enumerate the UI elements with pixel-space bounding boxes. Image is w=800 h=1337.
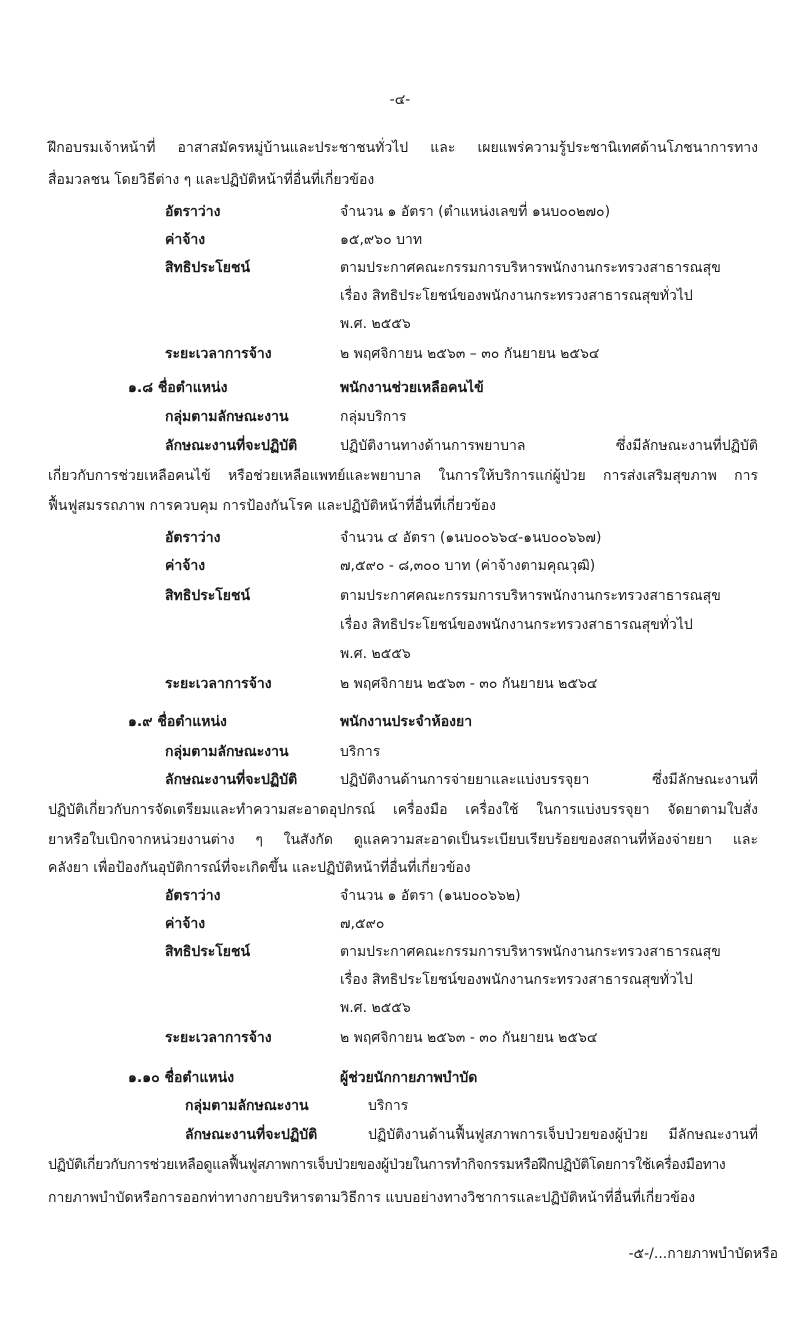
duty-line: ปฏิบัติเกี่ยวกับการช่วยเหลือดูแลฟื้นฟูสภาพการเจ็บป่วยของผู้ป่วยในการทำกิจกรรมหรือฝึกปฏิบัติโดยการใช้เครื่องมือทาง: [48, 1157, 726, 1173]
wage-label: ค่าจ้าง: [165, 558, 206, 574]
paragraph-line: สื่อมวลชน โดยวิธีต่าง ๆ และปฏิบัติหน้าที่อื่นที่เกี่ยวข้อง: [48, 172, 375, 188]
wage-label: ค่าจ้าง: [165, 232, 206, 248]
period-label: ระยะเวลาการจ้าง: [165, 676, 272, 692]
benefits-line: พ.ศ. ๒๕๕๖: [340, 316, 411, 332]
position-title: ผู้ช่วยนักกายภาพบำบัด: [340, 1070, 478, 1086]
period-value: ๒ พฤศจิกายน ๒๕๖๓ - ๓๐ กันยายน ๒๕๖๔: [340, 1030, 598, 1046]
section-heading: [128, 712, 227, 732]
duty-first-line: ปฏิบัติงานทางด้านการพยาบาล ซึ่งมีลักษณะงานที่ปฏิบัติ: [340, 438, 758, 454]
vacancy-value: จำนวน ๑ อัตรา (๑นบ๐๐๖๖๒): [340, 888, 521, 904]
position-label: ชื่อตำแหน่ง: [164, 1070, 235, 1086]
group-label: กลุ่มตามลักษณะงาน: [165, 409, 289, 425]
duty-line: เกี่ยวกับการช่วยเหลือคนไข้ หรือช่วยเหลือแพทย์และพยาบาล ในการให้บริการแก่ผู้ป่วย การส่งเสริมสุขภาพ การ: [48, 468, 758, 484]
benefits-line: เรื่อง สิทธิประโยชน์ของพนักงานกระทรวงสาธารณสุขทั่วไป: [340, 972, 693, 988]
group-value: บริการ: [340, 744, 381, 760]
group-label: กลุ่มตามลักษณะงาน: [185, 1098, 309, 1114]
wage-label: ค่าจ้าง: [165, 916, 206, 932]
section-number: ๑.๘: [128, 380, 154, 396]
section-heading: [128, 378, 227, 398]
benefits-line: ตามประกาศคณะกรรมการบริหารพนักงานกระทรวงสาธารณสุข: [340, 944, 721, 960]
wage-value: ๑๕,๙๖๐ บาท: [340, 232, 423, 248]
benefits-line: พ.ศ. ๒๕๕๖: [340, 1000, 411, 1016]
paragraph-line: ฝึกอบรมเจ้าหน้าที่ อาสาสมัครหมู่บ้านและประชาชนทั่วไป และ เผยแพร่ความรู้ประชานิเทศด้านโภชนาการทาง: [48, 140, 758, 156]
duty-first-line: ปฏิบัติงานด้านฟื้นฟูสภาพการเจ็บป่วยของผู้ป่วย มีลักษณะงานที่: [368, 1127, 758, 1143]
section-number: ๑.๙: [128, 714, 153, 730]
duty-line: ยาหรือใบเบิกจากหน่วยงานต่าง ๆ ในสังกัด ดูแลความสะอาดเป็นระเบียบเรียบร้อยของสถานที่ห้องจ่ายยา และ: [48, 832, 758, 848]
period-label: ระยะเวลาการจ้าง: [165, 346, 272, 362]
wage-value: ๗,๕๙๐ - ๘,๓๐๐ บาท (ค่าจ้างตามคุณวุฒิ): [340, 558, 596, 574]
duty-line: คลังยา เพื่อป้องกันอุบัติการณ์ที่จะเกิดขึ้น และปฏิบัติหน้าที่อื่นที่เกี่ยวข้อง: [48, 860, 471, 876]
duty-line: ฟื้นฟูสมรรถภาพ การควบคุม การป้องกันโรค และปฏิบัติหน้าที่อื่นที่เกี่ยวข้อง: [48, 498, 496, 514]
duty-first-line: ปฏิบัติงานด้านการจ่ายยาและแบ่งบรรจุยา ซึ่งมีลักษณะงานที่: [340, 772, 758, 788]
vacancy-label: อัตราว่าง: [165, 530, 221, 546]
group-value: บริการ: [368, 1098, 409, 1114]
vacancy-value: จำนวน ๔ อัตรา (๑นบ๐๐๖๖๔-๑นบ๐๐๖๖๗): [340, 530, 602, 546]
group-label: กลุ่มตามลักษณะงาน: [165, 744, 289, 760]
position-label: ชื่อตำแหน่ง: [157, 380, 228, 396]
benefits-label: สิทธิประโยชน์: [165, 260, 251, 276]
position-title: พนักงานประจำห้องยา: [340, 714, 473, 730]
duty-line: ปฏิบัติเกี่ยวกับการจัดเตรียมและทำความสะอาดอุปกรณ์ เครื่องมือ เครื่องใช้ ในการแบ่งบรรจุยา จัดยาตามใบสั่ง: [48, 802, 758, 818]
duty-label: ลักษณะงานที่จะปฏิบัติ: [165, 772, 298, 788]
wage-value: ๗,๕๙๐: [340, 916, 385, 932]
vacancy-value: จำนวน ๑ อัตรา (ตำแหน่งเลขที่ ๑นบ๐๐๒๗๐): [340, 204, 611, 220]
period-label: ระยะเวลาการจ้าง: [165, 1030, 272, 1046]
benefits-line: พ.ศ. ๒๕๕๖: [340, 646, 411, 662]
duty-line: กายภาพบำบัดหรือการออกท่าทางกายบริหารตามวิธีการ แบบอย่างทางวิชาการและปฏิบัติหน้าที่อื่นที่เกี่ยวข้อง: [48, 1190, 696, 1206]
duty-label: ลักษณะงานที่จะปฏิบัติ: [165, 438, 298, 454]
period-value: ๒ พฤศจิกายน ๒๕๖๓ – ๓๐ กันยายน ๒๕๖๔: [340, 346, 600, 362]
section-heading: [128, 1068, 234, 1088]
benefits-label: สิทธิประโยชน์: [165, 588, 251, 604]
benefits-line: เรื่อง สิทธิประโยชน์ของพนักงานกระทรวงสาธารณสุขทั่วไป: [340, 288, 693, 304]
position-label: ชื่อตำแหน่ง: [157, 714, 227, 730]
group-value: กลุ่มบริการ: [340, 409, 407, 425]
vacancy-label: อัตราว่าง: [165, 204, 221, 220]
benefits-label: สิทธิประโยชน์: [165, 944, 251, 960]
benefits-line: ตามประกาศคณะกรรมการบริหารพนักงานกระทรวงสาธารณสุข: [340, 588, 721, 604]
benefits-line: ตามประกาศคณะกรรมการบริหารพนักงานกระทรวงสาธารณสุข: [340, 260, 721, 276]
benefits-line: เรื่อง สิทธิประโยชน์ของพนักงานกระทรวงสาธารณสุขทั่วไป: [340, 617, 693, 633]
duty-label: ลักษณะงานที่จะปฏิบัติ: [185, 1127, 318, 1143]
page-continuation: -๕-/...กายภาพบำบัดหรือ: [628, 1246, 778, 1262]
vacancy-label: อัตราว่าง: [165, 888, 221, 904]
position-title: พนักงานช่วยเหลือคนไข้: [340, 380, 484, 396]
section-number: ๑.๑๐: [128, 1070, 160, 1086]
page-number: -๔-: [389, 92, 411, 108]
period-value: ๒ พฤศจิกายน ๒๕๖๓ - ๓๐ กันยายน ๒๕๖๔: [340, 676, 598, 692]
